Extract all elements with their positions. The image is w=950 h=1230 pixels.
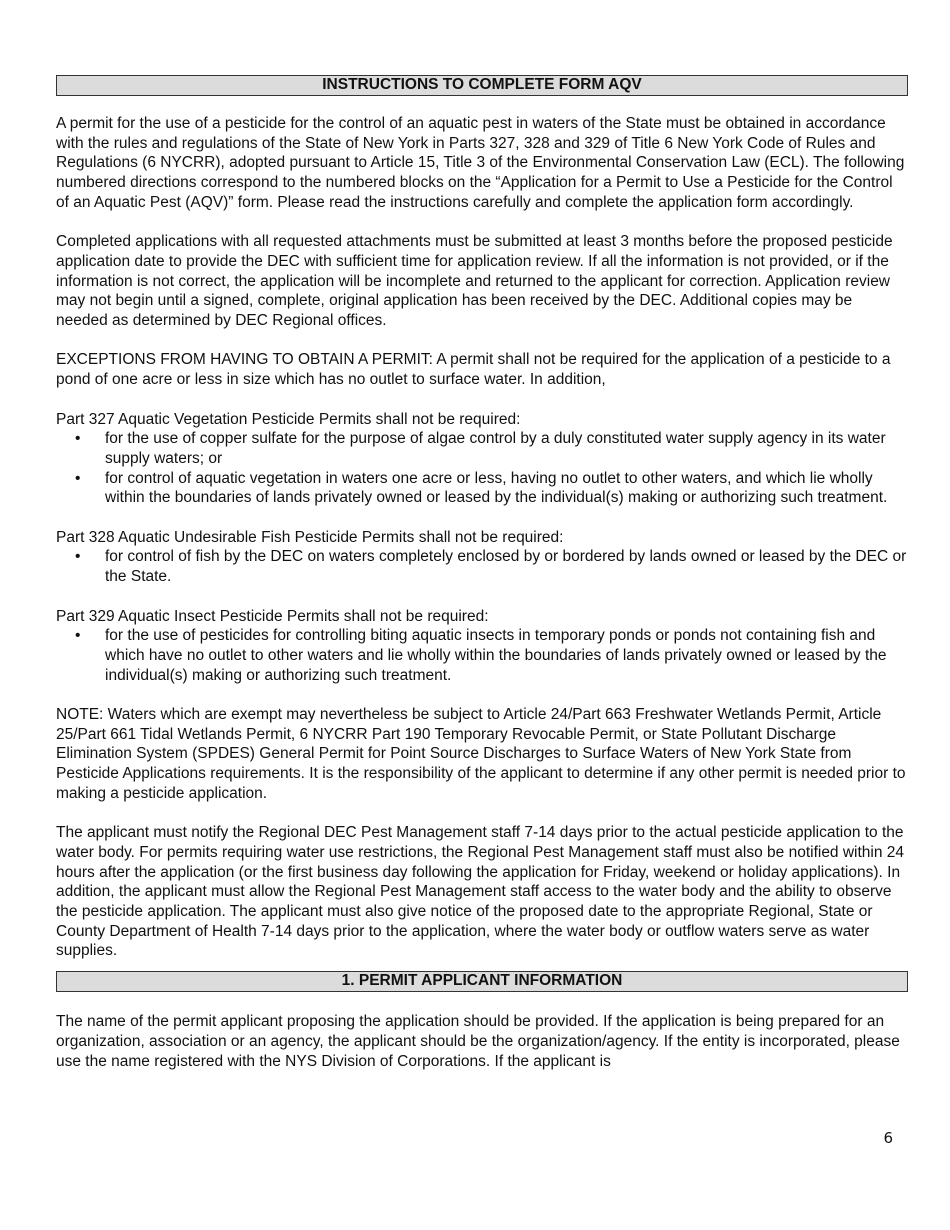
document-page (56, 75, 908, 1071)
list-item: • for the use of pesticides for controlling biting aquatic insects in temporary ponds or ponds not containing fish and which have no outlet to other waters and lie wholly within the boundaries of lands privately owned or leased by the individual(s) making or authorizing such treatment. (56, 626, 908, 685)
part327-list (56, 429, 908, 508)
intro-paragraph: A permit for the use of a pesticide for the control of an aquatic pest in waters of the State must be obtained in accordance with the rules and regulations of the State of New York in Parts 327, 328 and 329 of Title 6 New York Code of Rules and Regulations (6 NYCRR), adopted pursuant to Article 15, Title 3 of the Environmental Conservation Law (ECL). The following numbered directions correspond to the numbered blocks on the “Application for a Permit to Use a Pesticide for the Control of an Aquatic Pest (AQV)” form. Please read the instructions carefully and complete the application form accordingly. (56, 115, 905, 211)
exceptions-paragraph: EXCEPTIONS FROM HAVING TO OBTAIN A PERMIT: A permit shall not be required for the application of a pesticide to a pond of one acre or less in size which has no outlet to surface water. In addition, (56, 351, 891, 389)
notification-paragraph: The applicant must notify the Regional DEC Pest Management staff 7-14 days prior to the actual pesticide application to the water body. For permits requiring water use restrictions, the Regional Pest Management staff must also be notified within 24 hours after the application (or the first business day following the application for Friday, weekend or holiday applications). In addition, the applicant must allow the Regional Pest Management staff access to the water body and the ability to observe the pesticide application. The applicant must also give notice of the proposed date to the appropriate Regional, State or County Department of Health 7-14 days prior to the application, where the water body or outflow waters serve as water supplies. (56, 824, 905, 960)
submission-paragraph: Completed applications with all requested attachments must be submitted at least 3 months before the proposed pesticide application date to provide the DEC with sufficient time for application review. If all the information is not provided, or if the information is not correct, the application will be incomplete and returned to the applicant for correction. Application review may not begin until a signed, complete, original application has been received by the DEC. Additional copies may be needed as determined by DEC Regional offices. (56, 233, 893, 330)
part329-title: Part 329 Aquatic Insect Pesticide Permits shall not be required: (56, 607, 489, 625)
part328-list (56, 547, 908, 586)
list-item: • for control of aquatic vegetation in waters one acre or less, having no outlet to other waters, and which lie wholly within the boundaries of lands privately owned or leased by the individual(s) making or authorizing such treatment. (56, 469, 908, 508)
applicant-paragraph: The name of the permit applicant proposing the application should be provided. If the application is being prepared for an organization, association or an agency, the applicant should be the organization/agency. If the entity is incorporated, please use the name registered with the NYS Division of Corporations. If the applicant is (56, 1013, 900, 1070)
list-item: • for control of fish by the DEC on waters completely enclosed by or bordered by lands owned or leased by the DEC or the State. (56, 547, 908, 586)
page-number: 6 (883, 1129, 893, 1147)
section-header-applicant-info: 1. PERMIT APPLICANT INFORMATION (56, 971, 908, 992)
list-item: • for the use of copper sulfate for the purpose of algae control by a duly constituted water supply agency in its water supply waters; or (56, 429, 908, 468)
part327-title: Part 327 Aquatic Vegetation Pesticide Permits shall not be required: (56, 410, 521, 428)
note-paragraph: NOTE: Waters which are exempt may nevertheless be subject to Article 24/Part 663 Freshwater Wetlands Permit, Article 25/Part 661 Tidal Wetlands Permit, 6 NYCRR Part 190 Temporary Revocable Permit, or State Pollutant Discharge Elimination System (SPDES) General Permit for Point Source Discharges to Surface Waters of New York State from Pesticide Applications requirements. It is the responsibility of the applicant to determine if any other permit is needed prior to making a pesticide application. (56, 706, 906, 802)
part328-title: Part 328 Aquatic Undesirable Fish Pesticide Permits shall not be required: (56, 528, 564, 546)
part329-list (56, 626, 908, 685)
section-header-instructions: INSTRUCTIONS TO COMPLETE FORM AQV (56, 75, 908, 96)
